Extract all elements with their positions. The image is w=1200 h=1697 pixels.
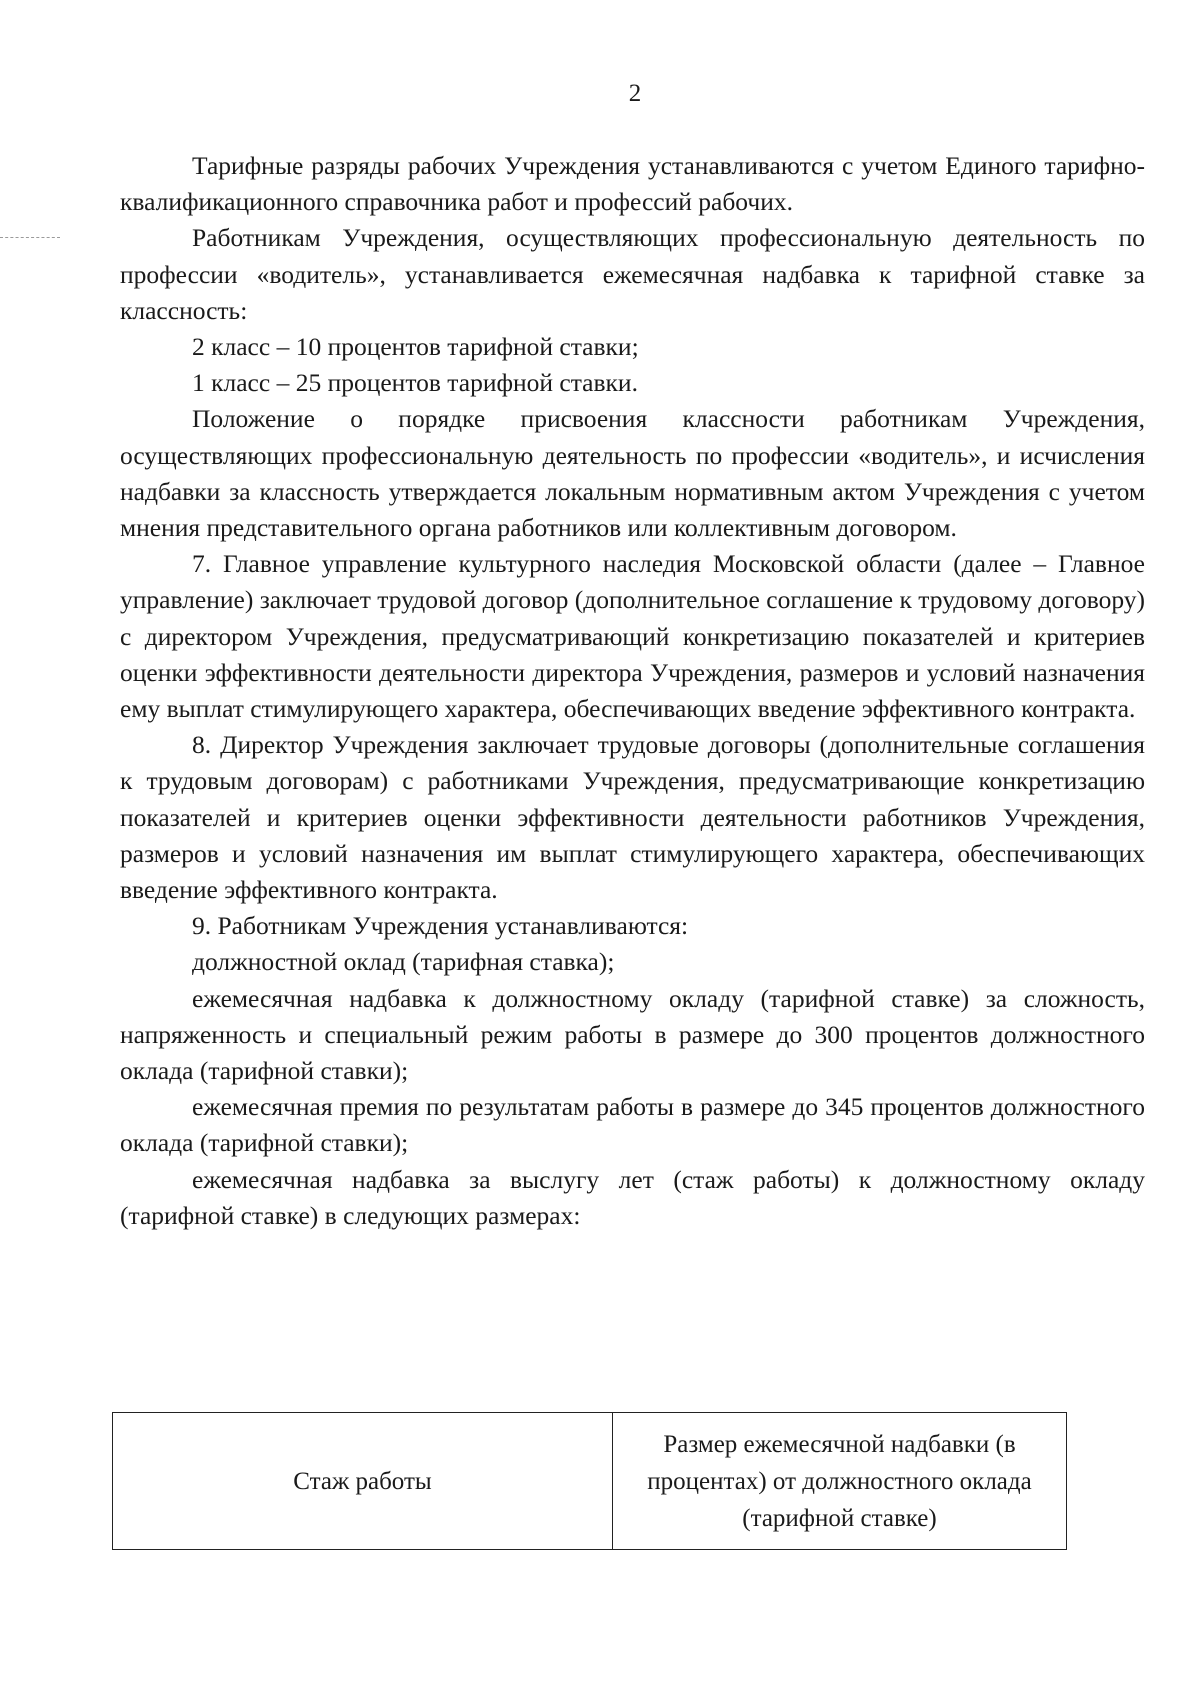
paragraph-item-9: 9. Работникам Учреждения устанавливаются: <box>192 911 689 941</box>
scan-fold-mark <box>0 237 60 238</box>
document-body <box>120 148 1145 1234</box>
paragraph-item-8: 8. Директор Учреждения заключает трудовые договоры (дополнительные соглашения к трудовым договорам) с работниками Учреждения, предусматривающие конкретизацию показателей и критериев оценки эффективности деятельности работников Учреждения, размеров и условий назначения им выплат стимулирующего характера, обеспечивающих введение эффективного контракта. <box>120 730 1145 905</box>
paragraph-class-1: 1 класс – 25 процентов тарифной ставки. <box>192 368 638 398</box>
paragraph-tariff-grades: Тарифные разряды рабочих Учреждения устанавливаются с учетом Единого тарифно-квалификационного справочника работ и профессий рабочих. <box>120 151 1145 217</box>
paragraph-complexity-bonus: ежемесячная надбавка к должностному окладу (тарифной ставке) за сложность, напряженность и специальный режим работы в размере до 300 процентов должностного оклада (тарифной ставки); <box>120 983 1145 1086</box>
paragraph-seniority-bonus: ежемесячная надбавка за выслугу лет (стаж работы) к должностному окладу (тарифной ставке) в следующих размерах: <box>120 1164 1145 1230</box>
table-header-cell-experience: Стаж работы <box>113 1413 613 1549</box>
paragraph-monthly-premium: ежемесячная премия по результатам работы в размере до 345 процентов должностного оклада (тарифной ставки); <box>120 1092 1145 1158</box>
paragraph-class-regulation: Положение о порядке присвоения классности работникам Учреждения, осуществляющих профессиональную деятельность по профессии «водитель», и исчисления надбавки за классность утверждается локальным нормативным актом Учреждения с учетом мнения представительного органа работников или коллективным договором. <box>120 404 1145 543</box>
table-header-cell-bonus-size: Размер ежемесячной надбавки (в процентах) от должностного оклада (тарифной ставке) <box>647 1430 1032 1532</box>
paragraph-base-salary: должностной оклад (тарифная ставка); <box>192 947 615 977</box>
paragraph-item-7: 7. Главное управление культурного наследия Московской области (далее – Главное управление) заключает трудовой договор (дополнительное соглашение к трудовому договору) с директором Учреждения, предусматривающий конкретизацию показателей и критериев оценки эффективности деятельности директора Учреждения, размеров и условий назначения ему выплат стимулирующего характера, обеспечивающих введение эффективного контракта. <box>120 549 1145 724</box>
page-number: 2 <box>628 80 642 107</box>
paragraph-class-2: 2 класс – 10 процентов тарифной ставки; <box>192 332 639 362</box>
seniority-table-header <box>112 1412 1067 1550</box>
paragraph-driver-bonus: Работникам Учреждения, осуществляющих профессиональную деятельность по профессии «водитель», устанавливается ежемесячная надбавка к тарифной ставке за классность: <box>120 223 1145 325</box>
